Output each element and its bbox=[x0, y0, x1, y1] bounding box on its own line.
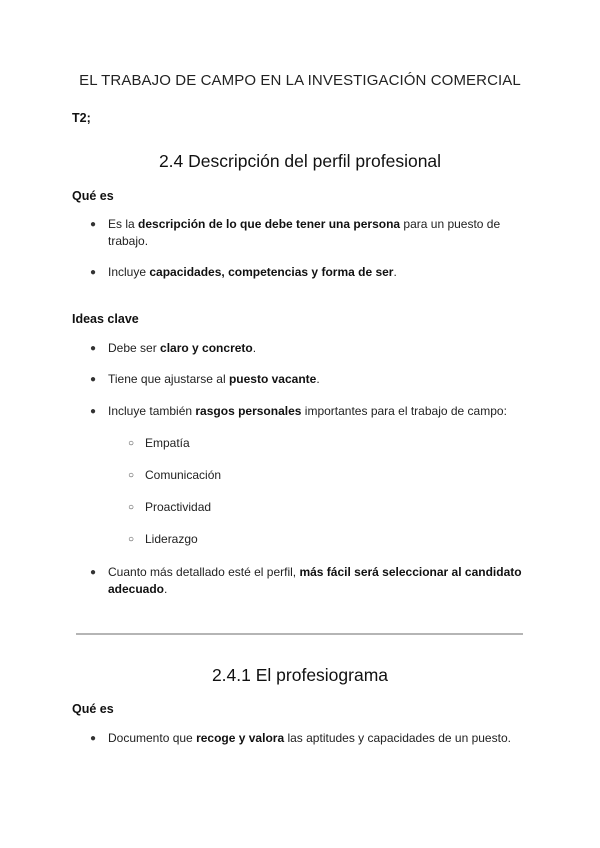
bullet-dot-icon: ● bbox=[90, 733, 97, 744]
sub-list-item: ○ Comunicación bbox=[128, 468, 222, 482]
ideas-clave-label: Ideas clave bbox=[72, 312, 139, 326]
bullet-dot-icon: ● bbox=[90, 267, 97, 278]
que-es-label: Qué es bbox=[72, 702, 114, 716]
bullet-dot-icon: ● bbox=[90, 219, 97, 230]
bullet-dot-icon: ● bbox=[90, 567, 97, 578]
horizontal-divider bbox=[76, 633, 523, 635]
sub-list-item: ○ Proactividad bbox=[128, 500, 212, 514]
section-heading-perfil: 2.4 Descripción del perfil profesional bbox=[158, 151, 442, 171]
bullet-dot-icon: ● bbox=[90, 406, 97, 417]
sub-list-item: ○ Empatía bbox=[128, 436, 190, 450]
list-item: ● Tiene que ajustarse al puesto vacante. bbox=[90, 372, 320, 386]
sub-list-item: ○ Liderazgo bbox=[128, 532, 198, 546]
bullet-dot-icon: ● bbox=[90, 343, 97, 354]
list-item: ● Incluye también rasgos personales importantes para el trabajo de campo: bbox=[90, 404, 507, 418]
topic-tag: T2; bbox=[72, 111, 91, 125]
list-item: ● Documento que recoge y valora las aptitudes y capacidades de un puesto. bbox=[90, 731, 511, 745]
document-title: EL TRABAJO DE CAMPO EN LA INVESTIGACIÓN COMERCIAL bbox=[79, 72, 521, 89]
bullet-dot-icon: ● bbox=[90, 374, 97, 385]
hollow-circle-icon: ○ bbox=[128, 438, 135, 449]
hollow-circle-icon: ○ bbox=[128, 470, 135, 481]
list-item: ● Cuanto más detallado esté el perfil, más fácil será seleccionar al candidato adecuado. bbox=[90, 565, 522, 596]
list-item: ● Es la descripción de lo que debe tener una persona para un puesto de trabajo. bbox=[90, 217, 501, 248]
hollow-circle-icon: ○ bbox=[128, 534, 135, 545]
list-item: ● Incluye capacidades, competencias y forma de ser. bbox=[90, 265, 397, 279]
list-item: ● Debe ser claro y concreto. bbox=[90, 341, 257, 355]
que-es-label: Qué es bbox=[72, 189, 114, 203]
section-heading-profesiograma: 2.4.1 El profesiograma bbox=[211, 665, 389, 685]
hollow-circle-icon: ○ bbox=[128, 502, 135, 513]
